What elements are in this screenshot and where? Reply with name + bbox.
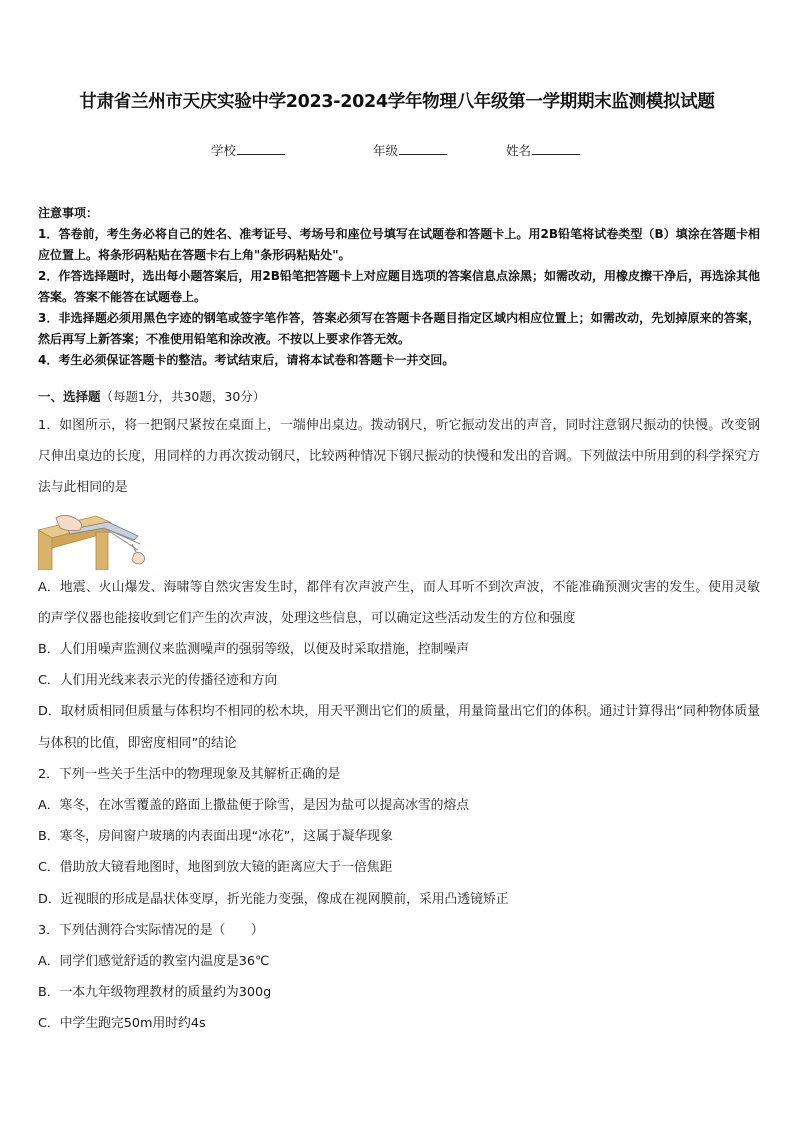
- school-label: 学校: [211, 143, 237, 158]
- q2-option-a: A．寒冬，在冰雪覆盖的路面上撒盐便于除雪，是因为盐可以提高冰雪的熔点: [38, 798, 470, 814]
- q1-stem: 1．如图所示，将一把钢尺紧按在桌面上，一端伸出桌边。拨动钢尺，听它振动发出的声音，同时注意钢尺振动的快慢。改变钢尺伸出桌边的长度，用同样的力再次拨动钢尺，比较两种情况下钢尺振动的快慢和发出的音调。下列做法中所用到的科学探究方法与此相同的是: [38, 418, 760, 496]
- q2-stem: 2．下列一些关于生活中的物理现象及其解析正确的是: [38, 766, 341, 782]
- school-field: [211, 141, 285, 159]
- section-detail: （每题1分，共30题，30分）: [100, 389, 266, 404]
- q3-option-b: B．一本九年级物理教材的质量约为300g: [38, 985, 272, 1001]
- exam-title: 甘肃省兰州市天庆实验中学2023-2024学年物理八年级第一学期期末监测模拟试题: [79, 92, 715, 112]
- notes-item-4: 4．考生必须保证答题卡的整洁。考试结束后，请将本试卷和答题卡一并交回。: [38, 353, 455, 367]
- q2-option-c: C．借助放大镜看地图时，地图到放大镜的距离应大于一倍焦距: [38, 860, 393, 876]
- name-blank: [532, 142, 580, 155]
- section-heading: [38, 387, 265, 405]
- q3-stem: 3．下列估测符合实际情况的是（ ）: [38, 922, 264, 938]
- q2-option-d: D．近视眼的形成是晶状体变厚，折光能力变强，像成在视网膜前，采用凸透镜矫正: [38, 891, 509, 907]
- ruler-on-table-illustration: [38, 508, 150, 570]
- q1-option-b: B．人们用噪声监测仪来监测噪声的强弱等级，以便及时采取措施，控制噪声: [38, 642, 470, 658]
- q3-option-c: C．中学生跑完50m用时约4s: [38, 1016, 206, 1032]
- notes-block: [38, 203, 760, 371]
- q1-option-c: C．人们用光线来表示光的传播径迹和方向: [38, 673, 278, 689]
- grade-label: 年级: [373, 143, 399, 158]
- school-blank: [237, 142, 285, 155]
- questions-body: [38, 410, 760, 1040]
- grade-field: [373, 141, 447, 159]
- grade-blank: [399, 142, 447, 155]
- ruler-on-table-figure: [38, 508, 150, 570]
- name-field: [506, 141, 580, 159]
- notes-heading: 注意事项：: [38, 206, 99, 220]
- q2-option-b: B．寒冬，房间窗户玻璃的内表面出现“冰花”，这属于凝华现象: [38, 829, 393, 845]
- notes-item-1: 1．答卷前，考生务必将自己的姓名、准考证号、考场号和座位号填写在试题卷和答题卡上。用2B铅笔将试卷类型（B）填涂在答题卡相应位置上。将条形码粘贴在答题卡右上角"条形码粘贴处"。: [38, 227, 760, 262]
- section-label: 一、选择题: [38, 389, 101, 404]
- name-label: 姓名: [506, 143, 532, 158]
- q1-option-a: A．地震、火山爆发、海啸等自然灾害发生时，都伴有次声波产生，而人耳听不到次声波，不能准确预测灾害的发生。使用灵敏的声学仪器也能接收到它们产生的次声波，处理这些信息，可以确定这些活动发生的方位和强度: [38, 579, 760, 626]
- notes-item-2: 2．作答选择题时，选出每小题答案后，用2B铅笔把答题卡上对应题目选项的答案信息点涂黑；如需改动，用橡皮擦干净后，再选涂其他答案。答案不能答在试题卷上。: [38, 269, 760, 304]
- q1-option-d: D．取材质相同但质量与体积均不相同的松木块，用天平测出它们的质量，用量筒量出它们的体积。通过计算得出“同种物体质量与体积的比值，即密度相同”的结论: [38, 704, 760, 751]
- notes-item-3: 3．非选择题必须用黑色字迹的钢笔或签字笔作答，答案必须写在答题卡各题目指定区域内相应位置上；如需改动，先划掉原来的答案，然后再写上新答案；不准使用铅笔和涂改液。不按以上要求作答无效。: [38, 311, 760, 346]
- q3-option-a: A．同学们感觉舒适的教室内温度是36℃: [38, 954, 270, 970]
